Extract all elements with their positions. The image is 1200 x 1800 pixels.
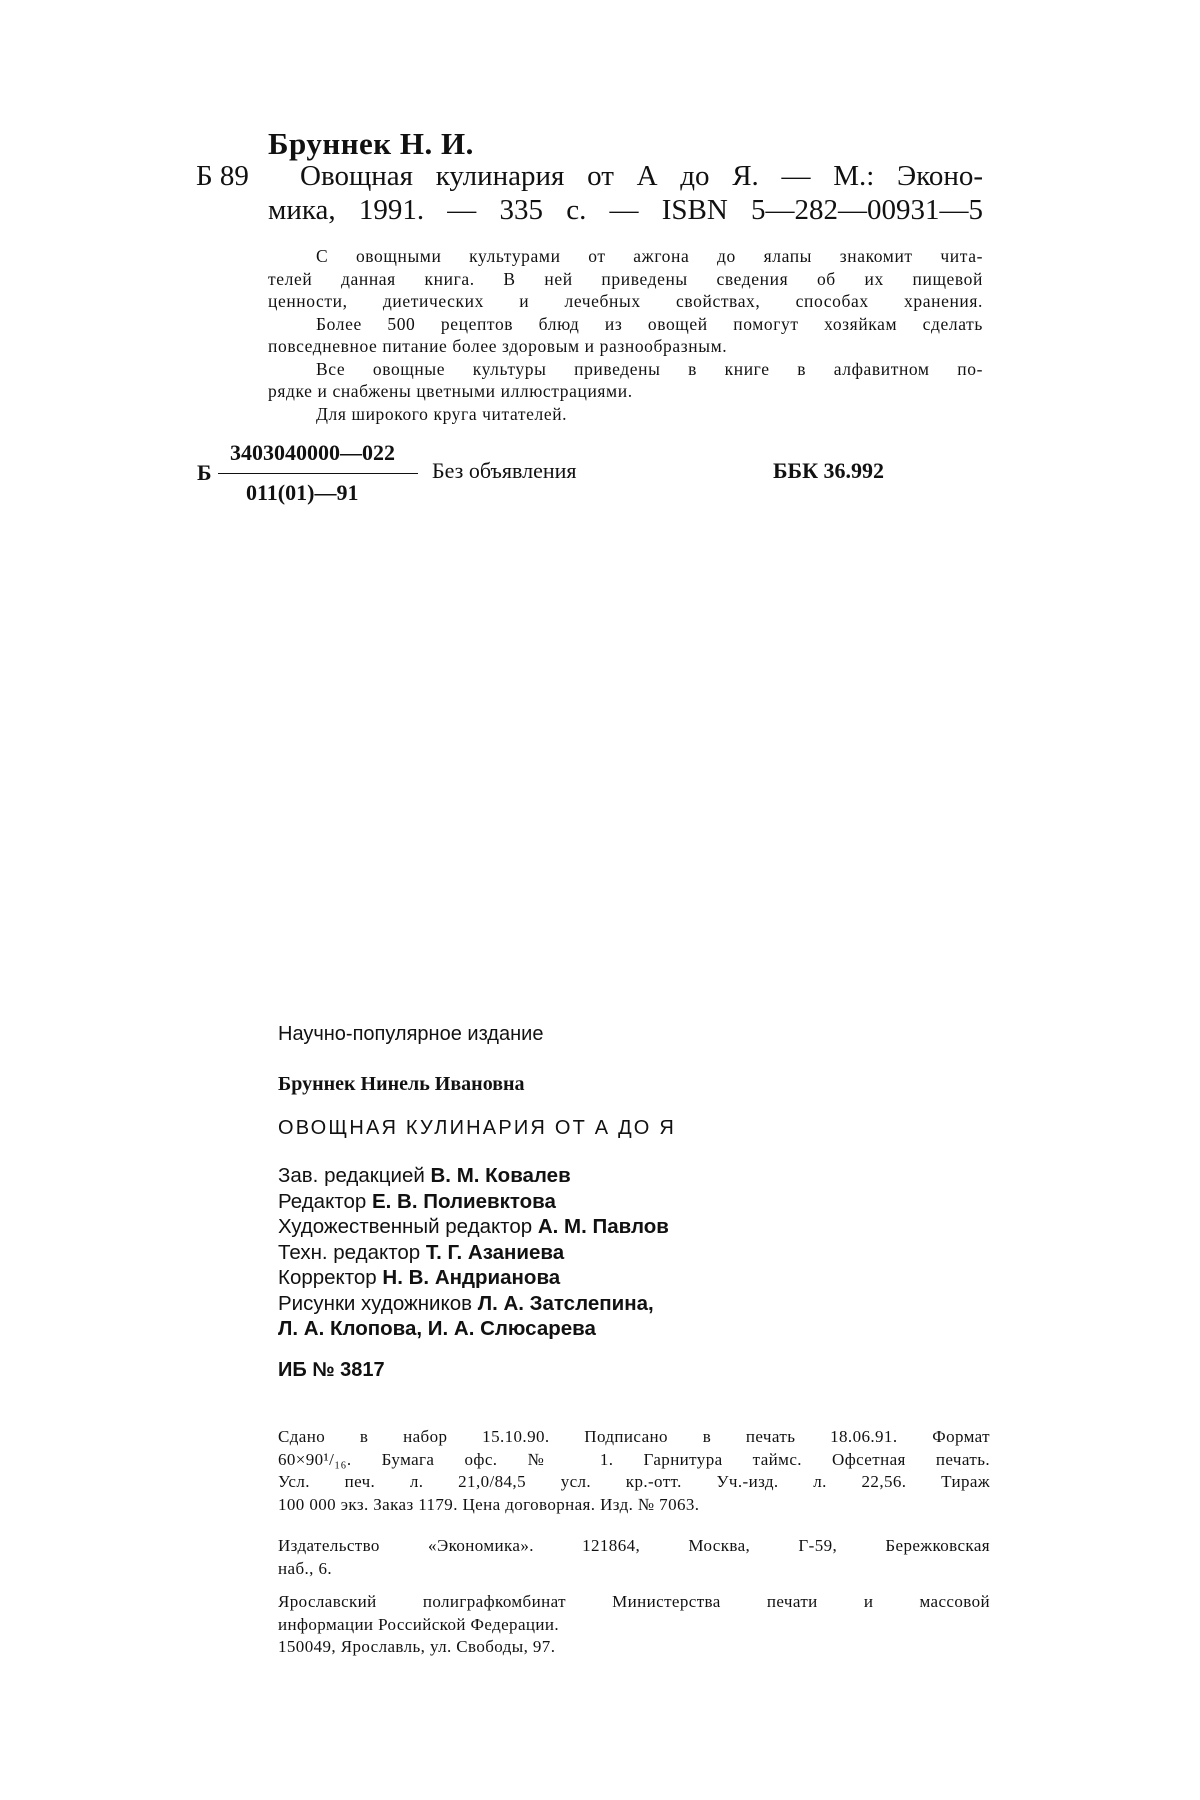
annotation-line: Для широкого круга читателей. xyxy=(316,403,568,424)
staff-role: Корректор xyxy=(278,1266,377,1289)
staff-role: Рисунки художников xyxy=(278,1291,472,1315)
print-details xyxy=(278,1426,990,1516)
annotation xyxy=(268,245,983,425)
annotation-line: ценности, диетических и лечебных свойствах, способах хранения. xyxy=(268,291,983,311)
staff-name: Е. В. Полиевктова xyxy=(371,1189,556,1213)
staff-row xyxy=(278,1214,669,1240)
staff-name: В. М. Ковалев xyxy=(430,1164,571,1187)
staff-name: А. М. Павлов xyxy=(537,1215,669,1238)
annotation-line: Более 500 рецептов блюд из овощей помогут хозяйкам сделать xyxy=(316,313,983,334)
printer-line: информации Российской Федерации. xyxy=(278,1614,560,1634)
code-denominator: 011(01)—91 xyxy=(246,480,359,505)
full-author-name: Бруннек Нинель Ивановна xyxy=(278,1073,525,1095)
staff-row xyxy=(278,1265,669,1291)
staff-role: Зав. редакцией xyxy=(278,1164,425,1187)
print-details-line: 100 000 экз. Заказ 1179. Цена договорная. Изд. № 7063. xyxy=(278,1494,700,1514)
printer-info xyxy=(278,1591,990,1659)
publisher-info xyxy=(278,1535,990,1580)
annotation-line: Все овощные культуры приведены в книге в алфавитном по- xyxy=(316,358,983,379)
staff-row xyxy=(278,1291,669,1317)
staff-row xyxy=(278,1240,669,1266)
staff-name: Л. А. Клопова, И. А. Слюсарева xyxy=(278,1317,596,1340)
staff-row xyxy=(278,1163,669,1189)
code-numerator: 3403040000—022 xyxy=(230,440,395,465)
staff-role: Редактор xyxy=(278,1189,367,1213)
staff-role: Техн. редактор xyxy=(278,1240,421,1264)
annotation-line: повседневное питание более здоровым и разнообразным. xyxy=(268,336,728,356)
bibliographic-title-line-1: Овощная кулинария от А до Я. — М.: Эконо- xyxy=(300,160,983,192)
book-title: ОВОЩНАЯ КУЛИНАРИЯ ОТ А ДО Я xyxy=(278,1117,676,1139)
staff-name: Н. В. Андрианова xyxy=(382,1266,561,1289)
staff-role: Художественный редактор xyxy=(278,1215,533,1238)
catalog-index: Б 89 xyxy=(196,160,249,192)
annotation-line: С овощными культурами от ажгона до ялапы знакомит чита- xyxy=(316,246,983,266)
annotation-line: рядке и снабжены цветными иллюстрациями. xyxy=(268,381,633,401)
print-details-line: Усл. печ. л. 21,0/84,5 усл. кр.-отт. Уч.-изд. л. 22,56. Тираж xyxy=(278,1472,990,1491)
ib-number: ИБ № 3817 xyxy=(278,1359,385,1381)
bibliographic-title-line-2: мика, 1991. — 335 с. — ISBN 5—282—00931—5 xyxy=(268,194,983,226)
editorial-staff xyxy=(278,1163,669,1342)
code-fraction-rule xyxy=(218,473,418,474)
code-letter: Б xyxy=(197,460,212,485)
edition-type: Научно-популярное издание xyxy=(278,1023,544,1045)
staff-row xyxy=(278,1316,669,1342)
bbk-code: ББК 36.992 xyxy=(773,458,885,483)
staff-row xyxy=(278,1189,669,1215)
printer-line: Ярославский полиграфкомбинат Министерства печати и массовой xyxy=(278,1592,990,1611)
publisher-line: Издательство «Экономика». 121864, Москва, Г-59, Бережковская xyxy=(278,1536,990,1555)
no-announcement-label: Без объявления xyxy=(432,458,577,483)
publisher-line: наб., 6. xyxy=(278,1558,332,1578)
annotation-line: телей данная книга. В ней приведены сведения об их пищевой xyxy=(268,268,983,289)
print-details-line: 60×90¹/₁₆. Бумага офс. № 1. Гарнитура таймс. Офсетная печать. xyxy=(278,1449,990,1469)
staff-name: Л. А. Затслепина, xyxy=(477,1291,654,1315)
print-details-line: Сдано в набор 15.10.90. Подписано в печать 18.06.91. Формат xyxy=(278,1427,990,1446)
author-heading: Бруннек Н. И. xyxy=(268,126,474,161)
staff-name: Т. Г. Азаниева xyxy=(425,1240,565,1264)
printer-line: 150049, Ярославль, ул. Свободы, 97. xyxy=(278,1637,556,1656)
